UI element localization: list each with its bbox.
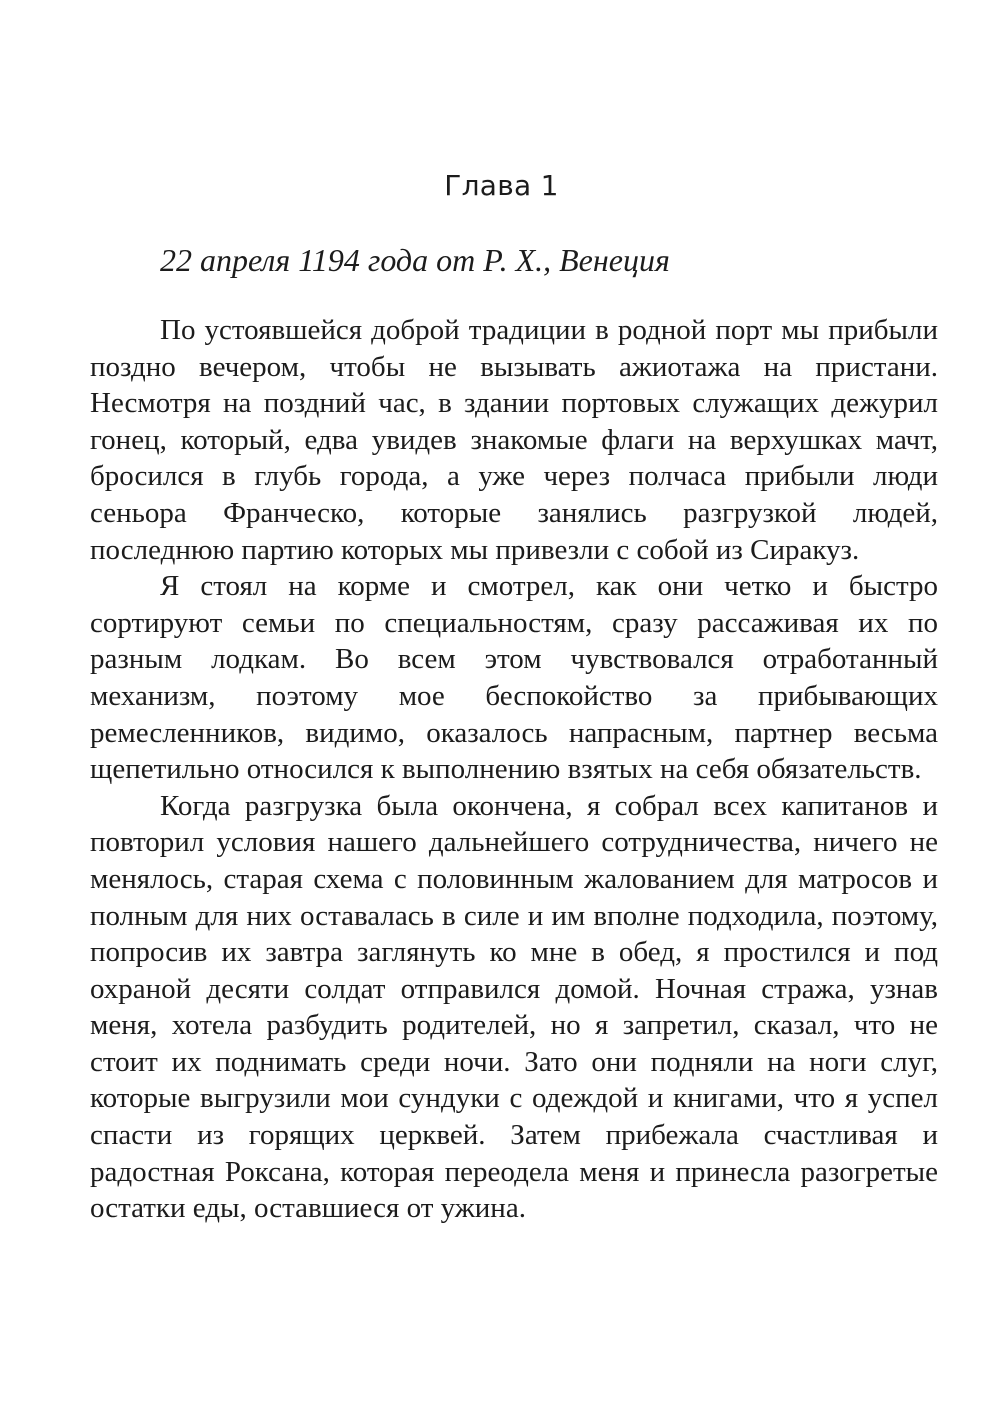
chapter-dateline: 22 апреля 1194 года от Р. Х., Венеция xyxy=(160,242,670,278)
paragraph-2: Я стоял на корме и смотрел, как они четко и быстро сортируют семьи по специальностям, сразу рассаживая их по разным лодкам. Во всем этом чувствовался отработанный механизм, поэтому мое беспокойство за прибывающих ремесленников, видимо, оказалось напрасным, партнер весьма щепетильно относился к выполнению взятых на себя обязательств. xyxy=(90,570,938,786)
paragraph-3: Когда разгрузка была окончена, я собрал всех капитанов и повторил условия нашего дальнейшего сотрудничества, ничего не менялось, старая схема с половинным жалованием для матросов и полным для них оставалась в силе и им вполне подходила, поэтому, попросив их завтра заглянуть ко мне в обед, я простился и под охраной десяти солдат отправился домой. Ночная стража, узнав меня, хотела разбудить родителей, но я запретил, сказал, что не стоит их поднимать среди ночи. Зато они подняли на ноги слуг, которые выгрузили мои сундуки с одеждой и книгами, что я успел спасти из горящих церквей. Затем прибежала счастливая и радостная Роксана, которая переодела меня и принесла разогретые остатки еды, оставшиеся от ужина. xyxy=(90,789,938,1225)
paragraph-1: По устоявшейся доброй традиции в родной порт мы прибыли поздно вечером, чтобы не вызывать ажиотажа на пристани. Несмотря на поздний час, в здании портовых служащих дежурил гонец, который, едва увидев знакомые флаги на верхушках мачт, бросился в глубь города, а уже через полчаса прибыли люди сеньора Франческо, которые занялись разгрузкой людей, последнюю партию которых мы привезли с собой из Сиракуз. xyxy=(90,314,938,566)
chapter-title: Глава 1 xyxy=(444,169,559,202)
chapter-body xyxy=(90,312,938,1227)
